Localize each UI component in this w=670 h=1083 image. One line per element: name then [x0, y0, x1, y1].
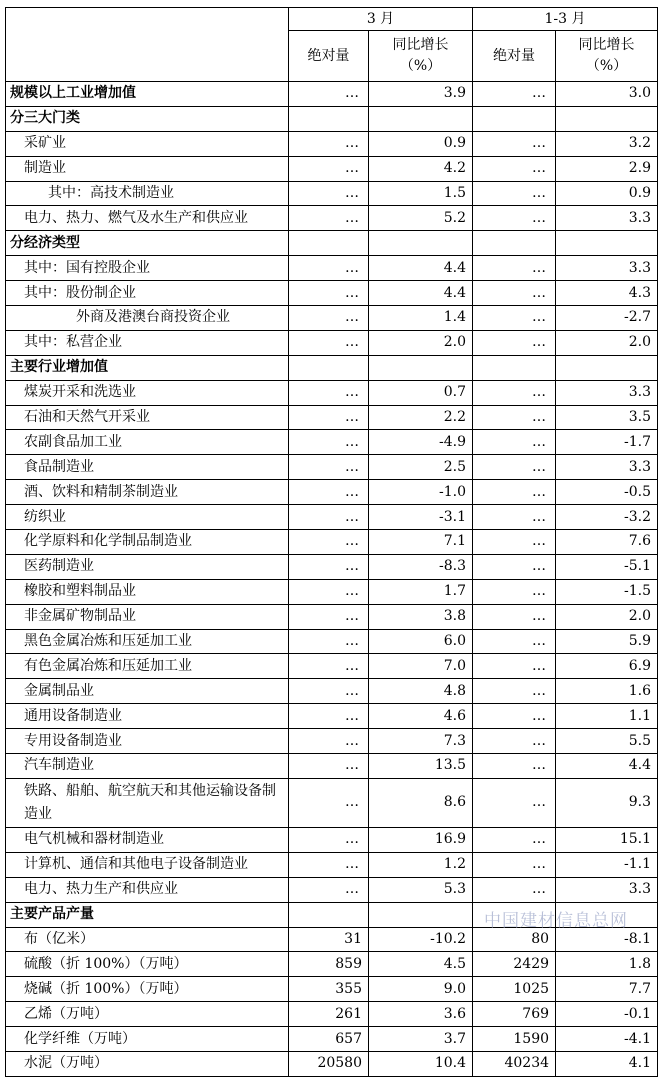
- table-row: [6, 729, 658, 754]
- row-label: 专用设备制造业: [6, 729, 289, 754]
- growth-value-cell: 4.4: [556, 754, 658, 779]
- absolute-value-cell: …: [473, 852, 556, 877]
- growth-value-cell: [369, 106, 473, 131]
- row-label: 规模以上工业增加值: [6, 82, 289, 107]
- growth-value-cell: 3.8: [369, 604, 473, 629]
- growth-value-cell: 0.9: [556, 181, 658, 206]
- row-label: 布（亿米）: [6, 927, 289, 952]
- table-row: [6, 1002, 658, 1027]
- table-row: [6, 952, 658, 977]
- absolute-value-cell: …: [473, 156, 556, 181]
- absolute-value-cell: 80: [473, 927, 556, 952]
- row-label: 酒、饮料和精制茶制造业: [6, 480, 289, 505]
- growth-value-cell: -3.1: [369, 505, 473, 530]
- header-growth-label: 同比增长: [578, 37, 635, 53]
- growth-value-cell: 1.4: [369, 306, 473, 331]
- row-label: 电力、热力生产和供应业: [6, 877, 289, 902]
- header-period-march: 3 月: [289, 8, 473, 31]
- table-row: [6, 754, 658, 779]
- growth-value-cell: 4.2: [369, 156, 473, 181]
- absolute-value-cell: …: [473, 554, 556, 579]
- table-row: [6, 704, 658, 729]
- growth-value-cell: -1.5: [556, 579, 658, 604]
- absolute-value-cell: 31: [289, 927, 369, 952]
- table-row: [6, 131, 658, 156]
- growth-value-cell: 0.7: [369, 380, 473, 405]
- table-row: [6, 827, 658, 852]
- growth-value-cell: [369, 902, 473, 927]
- row-label: 铁路、船舶、航空航天和其他运输设备制造业: [6, 778, 289, 827]
- growth-value-cell: 2.0: [369, 330, 473, 355]
- growth-value-cell: 4.6: [369, 704, 473, 729]
- absolute-value-cell: 261: [289, 1002, 369, 1027]
- row-label: 化学纤维（万吨）: [6, 1027, 289, 1052]
- absolute-value-cell: 859: [289, 952, 369, 977]
- absolute-value-cell: …: [473, 380, 556, 405]
- table-row: [6, 877, 658, 902]
- growth-value-cell: 9.0: [369, 977, 473, 1002]
- absolute-value-cell: …: [289, 430, 369, 455]
- growth-value-cell: 4.4: [369, 281, 473, 306]
- growth-value-cell: 3.3: [556, 206, 658, 231]
- growth-value-cell: 15.1: [556, 827, 658, 852]
- absolute-value-cell: 355: [289, 977, 369, 1002]
- growth-value-cell: 4.5: [369, 952, 473, 977]
- row-label: 有色金属冶炼和压延加工业: [6, 654, 289, 679]
- growth-value-cell: 1.6: [556, 679, 658, 704]
- absolute-value-cell: …: [473, 256, 556, 281]
- growth-value-cell: -1.7: [556, 430, 658, 455]
- growth-value-cell: -0.5: [556, 480, 658, 505]
- row-label: 分经济类型: [6, 231, 289, 256]
- growth-value-cell: -2.7: [556, 306, 658, 331]
- growth-value-cell: 3.9: [369, 82, 473, 107]
- table-row: [6, 405, 658, 430]
- table-row: [6, 480, 658, 505]
- watermark-text: 中国建材信息总网: [484, 911, 628, 931]
- absolute-value-cell: …: [473, 729, 556, 754]
- header-row-periods: [6, 8, 658, 31]
- absolute-value-cell: …: [473, 330, 556, 355]
- absolute-value-cell: …: [289, 877, 369, 902]
- growth-value-cell: -3.2: [556, 505, 658, 530]
- section-row: [6, 82, 658, 107]
- table-row: [6, 1051, 658, 1076]
- growth-value-cell: 6.9: [556, 654, 658, 679]
- growth-value-cell: 7.0: [369, 654, 473, 679]
- growth-value-cell: 2.5: [369, 455, 473, 480]
- absolute-value-cell: …: [473, 131, 556, 156]
- absolute-value-cell: …: [289, 852, 369, 877]
- growth-value-cell: 3.5: [556, 405, 658, 430]
- growth-value-cell: 2.0: [556, 604, 658, 629]
- growth-value-cell: -1.1: [556, 852, 658, 877]
- row-label: 汽车制造业: [6, 754, 289, 779]
- absolute-value-cell: …: [289, 281, 369, 306]
- absolute-value-cell: …: [289, 629, 369, 654]
- growth-value-cell: 3.0: [556, 82, 658, 107]
- row-label: 纺织业: [6, 505, 289, 530]
- absolute-value-cell: …: [473, 181, 556, 206]
- header-blank-cell: [6, 8, 289, 82]
- header-abs-1: 绝对量: [289, 31, 369, 82]
- absolute-value-cell: …: [473, 778, 556, 827]
- row-label: 采矿业: [6, 131, 289, 156]
- absolute-value-cell: …: [473, 754, 556, 779]
- growth-value-cell: -4.9: [369, 430, 473, 455]
- absolute-value-cell: …: [289, 704, 369, 729]
- absolute-value-cell: …: [289, 405, 369, 430]
- row-label: 食品制造业: [6, 455, 289, 480]
- absolute-value-cell: …: [289, 256, 369, 281]
- row-label: 医药制造业: [6, 554, 289, 579]
- absolute-value-cell: …: [473, 455, 556, 480]
- absolute-value-cell: …: [289, 505, 369, 530]
- growth-value-cell: [556, 106, 658, 131]
- absolute-value-cell: …: [473, 281, 556, 306]
- row-label: 非金属矿物制品业: [6, 604, 289, 629]
- absolute-value-cell: …: [473, 877, 556, 902]
- growth-value-cell: 16.9: [369, 827, 473, 852]
- row-label: 主要行业增加值: [6, 355, 289, 380]
- growth-value-cell: 13.5: [369, 754, 473, 779]
- row-label: 主要产品产量: [6, 902, 289, 927]
- absolute-value-cell: [289, 902, 369, 927]
- growth-value-cell: -8.1: [556, 927, 658, 952]
- absolute-value-cell: [473, 231, 556, 256]
- growth-value-cell: 9.3: [556, 778, 658, 827]
- table-row: [6, 306, 658, 331]
- absolute-value-cell: …: [289, 778, 369, 827]
- growth-value-cell: -5.1: [556, 554, 658, 579]
- row-label: 乙烯（万吨）: [6, 1002, 289, 1027]
- growth-value-cell: 0.9: [369, 131, 473, 156]
- header-growth-unit: （%）: [585, 58, 628, 74]
- absolute-value-cell: …: [289, 82, 369, 107]
- absolute-value-cell: …: [289, 156, 369, 181]
- row-label: 农副食品加工业: [6, 430, 289, 455]
- absolute-value-cell: [473, 106, 556, 131]
- absolute-value-cell: …: [473, 579, 556, 604]
- absolute-value-cell: …: [473, 530, 556, 555]
- header-period-jan-mar: 1-3 月: [473, 8, 658, 31]
- absolute-value-cell: 657: [289, 1027, 369, 1052]
- row-label: 化学原料和化学制品制造业: [6, 530, 289, 555]
- absolute-value-cell: 2429: [473, 952, 556, 977]
- absolute-value-cell: …: [473, 704, 556, 729]
- header-abs-2: 绝对量: [473, 31, 556, 82]
- growth-value-cell: 4.3: [556, 281, 658, 306]
- growth-value-cell: 3.3: [556, 455, 658, 480]
- growth-value-cell: 6.0: [369, 629, 473, 654]
- growth-value-cell: 7.7: [556, 977, 658, 1002]
- row-label: 电气机械和器材制造业: [6, 827, 289, 852]
- absolute-value-cell: …: [289, 206, 369, 231]
- absolute-value-cell: …: [473, 629, 556, 654]
- row-label: 煤炭开采和洗选业: [6, 380, 289, 405]
- table-row: [6, 181, 658, 206]
- absolute-value-cell: …: [289, 181, 369, 206]
- growth-value-cell: 7.1: [369, 530, 473, 555]
- absolute-value-cell: 769: [473, 1002, 556, 1027]
- row-label: 其中：高技术制造业: [6, 181, 289, 206]
- row-label: 通用设备制造业: [6, 704, 289, 729]
- growth-value-cell: 7.6: [556, 530, 658, 555]
- row-label: 黑色金属冶炼和压延加工业: [6, 629, 289, 654]
- section-row: [6, 106, 658, 131]
- table-row: [6, 430, 658, 455]
- absolute-value-cell: …: [289, 679, 369, 704]
- absolute-value-cell: …: [289, 754, 369, 779]
- row-label: 其中：国有控股企业: [6, 256, 289, 281]
- absolute-value-cell: …: [289, 654, 369, 679]
- absolute-value-cell: …: [289, 330, 369, 355]
- row-label: 分三大门类: [6, 106, 289, 131]
- absolute-value-cell: …: [289, 455, 369, 480]
- growth-value-cell: 3.3: [556, 877, 658, 902]
- section-row: [6, 231, 658, 256]
- absolute-value-cell: …: [473, 480, 556, 505]
- absolute-value-cell: …: [473, 306, 556, 331]
- absolute-value-cell: …: [289, 554, 369, 579]
- growth-value-cell: 4.1: [556, 1051, 658, 1076]
- growth-value-cell: 8.6: [369, 778, 473, 827]
- growth-value-cell: -4.1: [556, 1027, 658, 1052]
- growth-value-cell: [556, 231, 658, 256]
- absolute-value-cell: 20580: [289, 1051, 369, 1076]
- growth-value-cell: -8.3: [369, 554, 473, 579]
- growth-value-cell: 5.9: [556, 629, 658, 654]
- row-label: 水泥（万吨）: [6, 1051, 289, 1076]
- growth-value-cell: 1.5: [369, 181, 473, 206]
- absolute-value-cell: …: [289, 380, 369, 405]
- growth-value-cell: 10.4: [369, 1051, 473, 1076]
- absolute-value-cell: …: [473, 827, 556, 852]
- growth-value-cell: 2.9: [556, 156, 658, 181]
- table-row: [6, 380, 658, 405]
- growth-value-cell: 2.2: [369, 405, 473, 430]
- absolute-value-cell: …: [473, 505, 556, 530]
- absolute-value-cell: …: [289, 480, 369, 505]
- table-row: [6, 455, 658, 480]
- table-row: [6, 679, 658, 704]
- row-label: 硫酸（折 100%）（万吨）: [6, 952, 289, 977]
- table-row: [6, 554, 658, 579]
- row-label: 其中：私营企业: [6, 330, 289, 355]
- absolute-value-cell: …: [473, 679, 556, 704]
- growth-value-cell: 3.3: [556, 256, 658, 281]
- absolute-value-cell: 1590: [473, 1027, 556, 1052]
- table-row: [6, 1027, 658, 1052]
- growth-value-cell: 4.4: [369, 256, 473, 281]
- row-label: 计算机、通信和其他电子设备制造业: [6, 852, 289, 877]
- table-row: [6, 156, 658, 181]
- section-row: [6, 355, 658, 380]
- growth-value-cell: [369, 231, 473, 256]
- table-row: [6, 505, 658, 530]
- growth-value-cell: -0.1: [556, 1002, 658, 1027]
- growth-value-cell: 2.0: [556, 330, 658, 355]
- table-row: [6, 281, 658, 306]
- absolute-value-cell: …: [289, 579, 369, 604]
- row-label: 橡胶和塑料制品业: [6, 579, 289, 604]
- row-label: 烧碱（折 100%）（万吨）: [6, 977, 289, 1002]
- header-growth-1: [369, 31, 473, 82]
- growth-value-cell: 4.8: [369, 679, 473, 704]
- row-label: 外商及港澳台商投资企业: [6, 306, 289, 331]
- absolute-value-cell: …: [473, 654, 556, 679]
- table-row: [6, 530, 658, 555]
- row-label: 制造业: [6, 156, 289, 181]
- table-row: [6, 206, 658, 231]
- absolute-value-cell: [289, 231, 369, 256]
- row-label: 金属制品业: [6, 679, 289, 704]
- table-row: [6, 977, 658, 1002]
- growth-value-cell: 1.7: [369, 579, 473, 604]
- absolute-value-cell: …: [473, 604, 556, 629]
- table-row: [6, 330, 658, 355]
- header-growth-2: [556, 31, 658, 82]
- growth-value-cell: 3.2: [556, 131, 658, 156]
- absolute-value-cell: [289, 355, 369, 380]
- row-label: 石油和天然气开采业: [6, 405, 289, 430]
- absolute-value-cell: [473, 355, 556, 380]
- table-row: [6, 604, 658, 629]
- absolute-value-cell: …: [473, 405, 556, 430]
- header-growth-label: 同比增长: [392, 37, 449, 53]
- absolute-value-cell: …: [289, 306, 369, 331]
- absolute-value-cell: …: [289, 530, 369, 555]
- growth-value-cell: 3.3: [556, 380, 658, 405]
- growth-value-cell: -10.2: [369, 927, 473, 952]
- table-row: [6, 778, 658, 827]
- absolute-value-cell: …: [289, 729, 369, 754]
- growth-value-cell: 3.7: [369, 1027, 473, 1052]
- row-label: 其中：股份制企业: [6, 281, 289, 306]
- table-row: [6, 629, 658, 654]
- table-row: [6, 579, 658, 604]
- growth-value-cell: 3.6: [369, 1002, 473, 1027]
- absolute-value-cell: …: [289, 604, 369, 629]
- absolute-value-cell: …: [289, 131, 369, 156]
- absolute-value-cell: …: [473, 206, 556, 231]
- absolute-value-cell: 1025: [473, 977, 556, 1002]
- growth-value-cell: [369, 355, 473, 380]
- growth-value-cell: 5.5: [556, 729, 658, 754]
- growth-value-cell: 5.3: [369, 877, 473, 902]
- growth-value-cell: 7.3: [369, 729, 473, 754]
- table-row: [6, 654, 658, 679]
- absolute-value-cell: [289, 106, 369, 131]
- growth-value-cell: 5.2: [369, 206, 473, 231]
- growth-value-cell: 1.8: [556, 952, 658, 977]
- row-label: 电力、热力、燃气及水生产和供应业: [6, 206, 289, 231]
- growth-value-cell: [556, 355, 658, 380]
- absolute-value-cell: …: [473, 82, 556, 107]
- growth-value-cell: 1.2: [369, 852, 473, 877]
- absolute-value-cell: 40234: [473, 1051, 556, 1076]
- header-growth-unit: （%）: [399, 58, 442, 74]
- absolute-value-cell: …: [473, 430, 556, 455]
- table-row: [6, 852, 658, 877]
- absolute-value-cell: …: [289, 827, 369, 852]
- growth-value-cell: -1.0: [369, 480, 473, 505]
- growth-value-cell: 1.1: [556, 704, 658, 729]
- table-row: [6, 256, 658, 281]
